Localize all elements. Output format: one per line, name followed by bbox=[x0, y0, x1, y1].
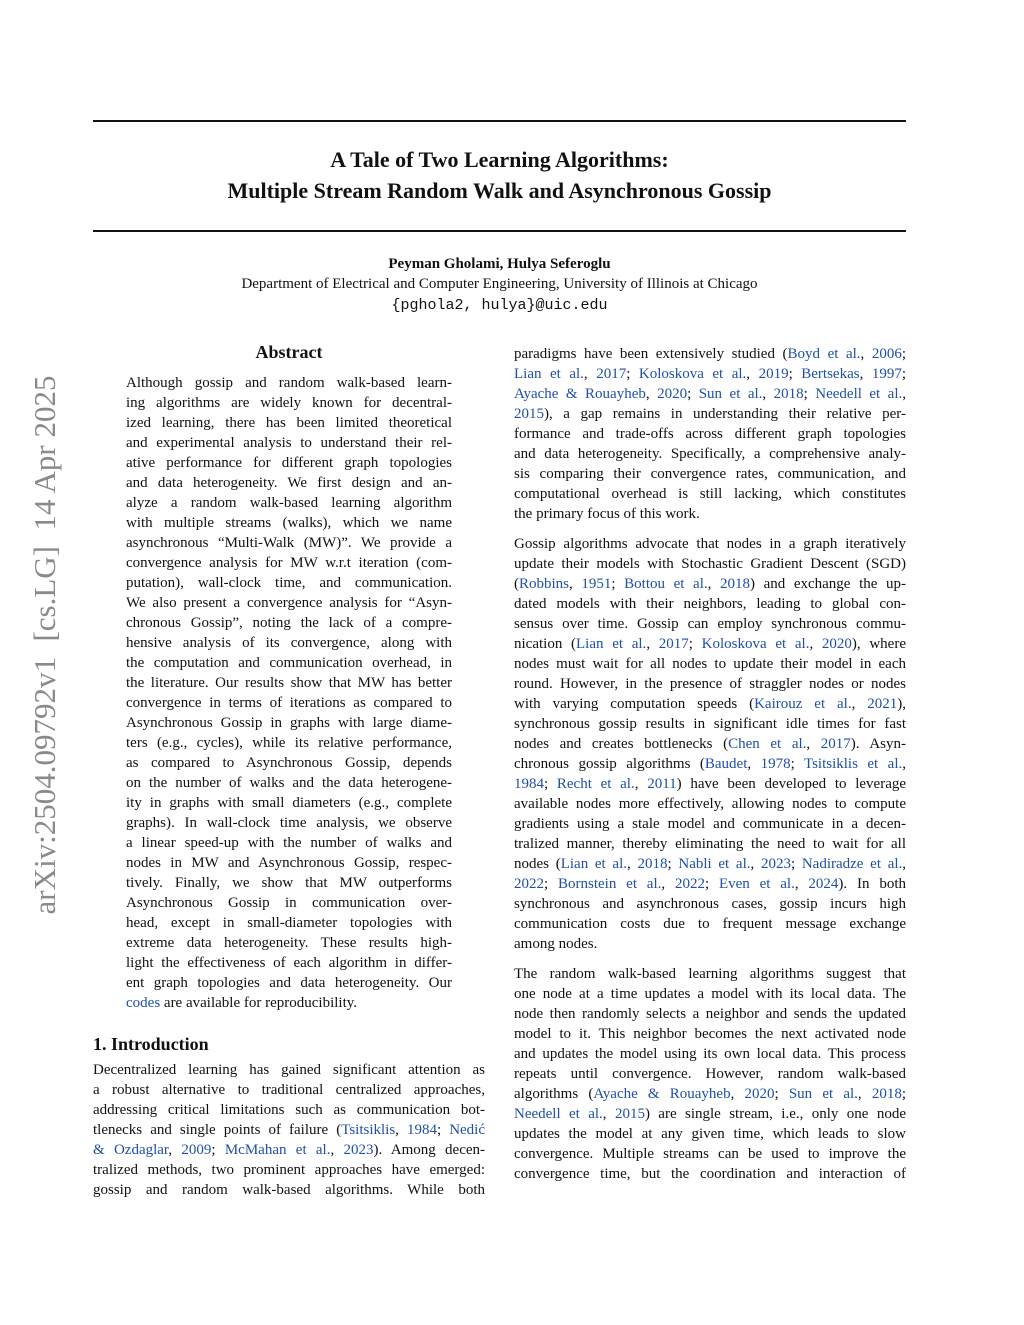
text-line bbox=[126, 813, 452, 833]
affiliation: Department of Electrical and Computer Engineering, University of Illinois at Chicago bbox=[241, 276, 758, 292]
text-line bbox=[126, 593, 452, 613]
text: , bbox=[707, 576, 720, 592]
text: head, except in small-diameter topologies with bbox=[126, 915, 452, 931]
citation-link[interactable]: 1978 bbox=[760, 756, 791, 772]
text: The random walk-based learning algorithms suggest that bbox=[514, 966, 906, 982]
paragraph bbox=[126, 373, 452, 1013]
text-line bbox=[93, 1100, 485, 1120]
text-line bbox=[514, 614, 906, 634]
citation-link[interactable]: 1951 bbox=[581, 576, 612, 592]
text: ; bbox=[790, 756, 804, 772]
citation-link[interactable]: 1997 bbox=[871, 366, 902, 382]
text-line bbox=[514, 734, 906, 754]
text: communication costs due to frequent message exchange bbox=[514, 916, 906, 932]
text-line bbox=[514, 774, 906, 794]
text: ; bbox=[803, 386, 816, 402]
citation-link[interactable]: McMahan et al. bbox=[224, 1142, 331, 1158]
text-line bbox=[126, 953, 452, 973]
citation-link[interactable]: 2009 bbox=[181, 1142, 212, 1158]
text: , bbox=[569, 576, 582, 592]
text-line bbox=[93, 1080, 485, 1100]
text: convergence. Multiple streams can be used to improve the bbox=[514, 1146, 906, 1162]
text: ) and exchange the up- bbox=[749, 576, 906, 592]
citation-link[interactable]: Tsitsiklis bbox=[341, 1122, 396, 1138]
text-line bbox=[126, 693, 452, 713]
text-line bbox=[514, 754, 906, 774]
text-line bbox=[126, 393, 452, 413]
text: ; bbox=[688, 636, 702, 652]
text-line bbox=[126, 753, 452, 773]
text-line bbox=[514, 814, 906, 834]
citation-link[interactable]: 2019 bbox=[758, 366, 789, 382]
text-line bbox=[514, 1104, 906, 1124]
text: sis comparing their convergence rates, communication, and bbox=[514, 466, 906, 482]
text-line bbox=[514, 1084, 906, 1104]
text: and data heterogeneity. We first design and an- bbox=[126, 475, 452, 491]
text: , bbox=[859, 366, 872, 382]
text: ters (e.g., cycles), while its relative performance, bbox=[126, 735, 452, 751]
text-line bbox=[514, 404, 906, 424]
text: hensive analysis of its convergence, along with bbox=[126, 635, 452, 651]
introduction-heading: 1. Introduction bbox=[93, 1034, 209, 1054]
text-line bbox=[514, 1144, 906, 1164]
citation-link[interactable]: Kairouz et al. bbox=[754, 696, 852, 712]
text: convergence time, but the coordination and interaction of bbox=[514, 1166, 906, 1182]
text: ; bbox=[790, 856, 802, 872]
text-line bbox=[514, 934, 906, 954]
text: on the number of walks and the data heterogene- bbox=[126, 775, 452, 791]
text: , bbox=[627, 856, 638, 872]
text: sensus over time. Gossip can employ synchronous commu- bbox=[514, 616, 906, 632]
citation-link[interactable]: 2011 bbox=[647, 776, 677, 792]
text: chronous gossip algorithms ( bbox=[514, 756, 705, 772]
citation-link[interactable]: Koloskova et al. bbox=[701, 636, 810, 652]
citation-link[interactable]: 2017 bbox=[658, 636, 689, 652]
text: ) have been developed to leverage bbox=[676, 776, 907, 792]
text: ative performance for different graph topologies bbox=[126, 455, 452, 471]
citation-link[interactable]: 2023 bbox=[343, 1142, 374, 1158]
text: repeats until convergence. However, random walk-based bbox=[514, 1066, 906, 1082]
text-line bbox=[126, 893, 452, 913]
text: and data heterogeneity. Specifically, a comprehensive analy- bbox=[514, 446, 906, 462]
text-line bbox=[514, 594, 906, 614]
paragraph bbox=[514, 534, 906, 954]
text: ; bbox=[626, 366, 639, 382]
text: , bbox=[860, 346, 872, 362]
text: , bbox=[730, 1086, 745, 1102]
citation-link[interactable]: Nedić bbox=[449, 1122, 486, 1138]
text: nodes ( bbox=[514, 856, 561, 872]
citation-link[interactable]: Baudet bbox=[704, 756, 748, 772]
text: graphs). In wall-clock time analysis, we observe bbox=[126, 815, 452, 831]
text: the computation and communication overhead, in bbox=[126, 655, 452, 671]
citation-link[interactable]: Ayache & Rouayheb bbox=[593, 1086, 731, 1102]
text-line bbox=[514, 504, 906, 524]
citation-link[interactable]: Ayache & Rouayheb bbox=[514, 386, 646, 402]
authors: Peyman Gholami, Hulya Seferoglu bbox=[388, 256, 611, 272]
citation-link[interactable]: 2017 bbox=[820, 736, 851, 752]
text: , bbox=[646, 636, 659, 652]
citation-link[interactable]: 2020 bbox=[821, 636, 852, 652]
right-column-body bbox=[514, 344, 906, 1194]
text: gossip and random walk-based algorithms. While both bbox=[93, 1182, 485, 1198]
text: ), a gap remains in understanding their relative per- bbox=[544, 406, 906, 422]
text: , bbox=[645, 386, 658, 402]
text: node then randomly selects a neighbor and sends the updated bbox=[514, 1006, 906, 1022]
text-line bbox=[93, 1140, 485, 1160]
citation-link[interactable]: Boyd et al. bbox=[787, 346, 861, 362]
citation-link[interactable]: Bertsekas bbox=[801, 366, 860, 382]
text: , bbox=[747, 756, 761, 772]
text: , bbox=[809, 636, 822, 652]
citation-link[interactable]: Robbins bbox=[519, 576, 570, 592]
text: , bbox=[762, 386, 774, 402]
text: tively. Finally, we show that MW outperforms bbox=[126, 875, 452, 891]
text-line bbox=[514, 1024, 906, 1044]
citation-link[interactable]: 2020 bbox=[744, 1086, 775, 1102]
citation-link[interactable]: Lian et al. bbox=[514, 366, 584, 382]
text: available nodes more effectively, allowing nodes to compute bbox=[514, 796, 906, 812]
text: ized learning, there has been limited theoretical bbox=[126, 415, 452, 431]
text: with multiple streams (walks), which we name bbox=[126, 515, 452, 531]
bottom-title-rule bbox=[93, 230, 906, 232]
text-line bbox=[514, 794, 906, 814]
citation-link[interactable]: Sun et al. bbox=[788, 1086, 858, 1102]
text: ), bbox=[897, 696, 906, 712]
text: nication ( bbox=[514, 636, 577, 652]
citation-link[interactable]: 2018 bbox=[871, 1086, 902, 1102]
text-line bbox=[126, 513, 452, 533]
text-line bbox=[93, 1120, 485, 1140]
text: tralized methods, two prominent approaches have emerged: bbox=[93, 1162, 485, 1178]
text-line bbox=[126, 713, 452, 733]
text: , bbox=[583, 366, 597, 382]
text-line bbox=[126, 613, 452, 633]
text-line bbox=[514, 464, 906, 484]
text: ). Among decen- bbox=[373, 1142, 485, 1158]
text: convergence in terms of iterations as compared to bbox=[126, 695, 452, 711]
text: ; bbox=[667, 856, 679, 872]
citation-link[interactable]: 1984 bbox=[514, 776, 544, 792]
text: with varying computation speeds ( bbox=[514, 696, 755, 712]
text-line bbox=[514, 694, 906, 714]
text: synchronous and asynchronous cases, gossip incurs high bbox=[514, 896, 906, 912]
text: and updates the model using its own local data. This process bbox=[514, 1046, 906, 1062]
text: and experimental analysis to understand their rel- bbox=[126, 435, 452, 451]
text-line bbox=[514, 484, 906, 504]
citation-link[interactable]: 2018 bbox=[637, 856, 668, 872]
text: formance and trade-offs across different graph topologies bbox=[514, 426, 906, 442]
text: Although gossip and random walk-based learn- bbox=[126, 375, 452, 391]
text-line bbox=[126, 673, 452, 693]
citation-link[interactable]: Bornstein et al. bbox=[558, 876, 662, 892]
text: update their models with Stochastic Gradient Descent (SGD) bbox=[514, 556, 906, 572]
text: dated models with their neighbors, leading to global con- bbox=[514, 596, 906, 612]
citation-link[interactable]: Recht et al. bbox=[556, 776, 635, 792]
text-line bbox=[514, 574, 906, 594]
citation-link[interactable]: codes bbox=[126, 995, 161, 1011]
text: convergence analysis for MW w.r.t iteration (com- bbox=[126, 555, 452, 571]
citation-link[interactable]: 2015 bbox=[614, 1106, 645, 1122]
text-line bbox=[126, 453, 452, 473]
text-line bbox=[514, 634, 906, 654]
citation-link[interactable]: 2022 bbox=[674, 876, 705, 892]
citation-link[interactable]: Koloskova et al. bbox=[638, 366, 747, 382]
text: , bbox=[661, 876, 675, 892]
citation-link[interactable]: 2022 bbox=[514, 876, 544, 892]
text-line bbox=[514, 444, 906, 464]
text: ent graph topologies and data heterogeneity. Our bbox=[126, 975, 452, 991]
text: ; bbox=[704, 876, 719, 892]
text: ; bbox=[788, 366, 802, 382]
text: one node at a time updates a model with its local data. The bbox=[514, 986, 906, 1002]
abstract-heading: Abstract bbox=[255, 342, 323, 362]
text-line bbox=[514, 1064, 906, 1084]
text: , bbox=[634, 776, 648, 792]
text-line bbox=[93, 1180, 485, 1200]
text: ing algorithms are widely known for decentral- bbox=[126, 395, 452, 411]
text-line bbox=[514, 1124, 906, 1144]
citation-link[interactable]: 2015 bbox=[514, 406, 544, 422]
text: Asynchronous Gossip in communication over- bbox=[126, 895, 452, 911]
text: model to it. This neighbor becomes the next activated node bbox=[514, 1026, 906, 1042]
text: ). In both bbox=[838, 876, 906, 892]
text-line bbox=[126, 873, 452, 893]
text: the literature. Our results show that MW has better bbox=[126, 675, 452, 691]
text: putation), wall-clock time, and communication. bbox=[126, 575, 452, 591]
text-line bbox=[514, 1004, 906, 1024]
text-line bbox=[126, 433, 452, 453]
text-line bbox=[126, 553, 452, 573]
text-line bbox=[126, 993, 452, 1013]
citation-link[interactable]: 2021 bbox=[867, 696, 898, 712]
citation-link[interactable]: 2024 bbox=[808, 876, 839, 892]
text: computational overhead is still lacking, which constitutes bbox=[514, 486, 906, 502]
text: ; bbox=[436, 1122, 450, 1138]
text: , bbox=[168, 1142, 182, 1158]
text: , bbox=[746, 366, 759, 382]
citation-link[interactable]: 2023 bbox=[760, 856, 791, 872]
text: a linear speed-up with the number of walks and bbox=[126, 835, 452, 851]
paragraph bbox=[514, 964, 906, 1184]
citation-link[interactable]: 2018 bbox=[773, 386, 804, 402]
text: ; bbox=[774, 1086, 789, 1102]
text: ), where bbox=[851, 636, 906, 652]
text: chronous Gossip”, noting the lack of a compre- bbox=[126, 615, 452, 631]
text: ; bbox=[901, 366, 907, 382]
text-line bbox=[126, 913, 452, 933]
citation-link[interactable]: Tsitsiklis et al. bbox=[803, 756, 903, 772]
text: among nodes. bbox=[514, 936, 598, 952]
citation-link[interactable]: Nabli et al. bbox=[678, 856, 751, 872]
text: updates the model at any given time, which leads to slow bbox=[514, 1126, 906, 1142]
text-line bbox=[514, 1164, 906, 1184]
text: nodes must wait for all nodes to update their model in each bbox=[514, 656, 906, 672]
text: ; bbox=[901, 346, 907, 362]
text: tlenecks and single points of failure ( bbox=[93, 1122, 342, 1138]
text: , bbox=[750, 856, 761, 872]
text: , bbox=[330, 1142, 344, 1158]
citation-link[interactable]: Needell et al. bbox=[514, 1106, 603, 1122]
text-line bbox=[126, 733, 452, 753]
text-line bbox=[514, 984, 906, 1004]
arxiv-stamp: arXiv:2504.09792v1 [cs.LG] 14 Apr 2025 bbox=[27, 375, 62, 915]
text: ; bbox=[544, 776, 557, 792]
text-line bbox=[126, 853, 452, 873]
text: , bbox=[602, 1106, 615, 1122]
text: ). Asyn- bbox=[850, 736, 906, 752]
citation-link[interactable]: Even et al. bbox=[718, 876, 795, 892]
text: Gossip algorithms advocate that nodes in a graph iteratively bbox=[514, 536, 906, 552]
text: , bbox=[794, 876, 809, 892]
text-line bbox=[514, 1044, 906, 1064]
email: {pghola2, hulya}@uic.edu bbox=[391, 297, 608, 314]
citation-link[interactable]: Bottou et al. bbox=[624, 576, 708, 592]
text-line bbox=[126, 573, 452, 593]
text-line bbox=[126, 493, 452, 513]
text: are available for reproducibility. bbox=[160, 995, 358, 1011]
text: nodes and creates bottlenecks ( bbox=[514, 736, 729, 752]
text: ( bbox=[514, 576, 519, 592]
text-line bbox=[514, 344, 906, 364]
text: the primary focus of this work. bbox=[514, 506, 700, 522]
text-line bbox=[514, 964, 906, 984]
text: nodes in MW and Asynchronous Gossip, respec- bbox=[126, 855, 452, 871]
text-line bbox=[514, 654, 906, 674]
text-line bbox=[514, 364, 906, 384]
text: Decentralized learning has gained significant attention as bbox=[93, 1062, 485, 1078]
text-line bbox=[126, 773, 452, 793]
citation-link[interactable]: Lian et al. bbox=[560, 856, 628, 872]
text-line bbox=[514, 714, 906, 734]
text: , bbox=[806, 736, 821, 752]
text-line bbox=[126, 413, 452, 433]
citation-link[interactable]: & Ozdaglar bbox=[93, 1142, 169, 1158]
text: ; bbox=[544, 876, 558, 892]
paragraph bbox=[514, 344, 906, 524]
text: asynchronous “Multi-Walk (MW)”. We provide a bbox=[126, 535, 452, 551]
text: , bbox=[902, 386, 906, 402]
text-line bbox=[514, 854, 906, 874]
text: ; bbox=[211, 1142, 225, 1158]
text: , bbox=[902, 756, 906, 772]
citation-link[interactable]: Needell et al. bbox=[815, 386, 903, 402]
text-line bbox=[126, 633, 452, 653]
text: gradients using a stale model and communicate in a decen- bbox=[514, 816, 906, 832]
text-line bbox=[514, 674, 906, 694]
text: ; bbox=[901, 1086, 907, 1102]
text-line bbox=[126, 473, 452, 493]
citation-link[interactable]: 2018 bbox=[719, 576, 750, 592]
text: a robust alternative to traditional centralized approaches, bbox=[93, 1082, 485, 1098]
text-line bbox=[126, 373, 452, 393]
text: light the effectiveness of each algorithm in differ- bbox=[126, 955, 452, 971]
text-line bbox=[126, 653, 452, 673]
text-line bbox=[126, 793, 452, 813]
text: , bbox=[851, 696, 868, 712]
text: synchronous gossip results in significant idle times for fast bbox=[514, 716, 906, 732]
text-line bbox=[514, 894, 906, 914]
text-line bbox=[126, 533, 452, 553]
text-line bbox=[514, 874, 906, 894]
top-rule bbox=[93, 120, 906, 122]
text: round. However, in the presence of straggler nodes or nodes bbox=[514, 676, 906, 692]
citation-link[interactable]: 2020 bbox=[657, 386, 688, 402]
paper-title-line-1: A Tale of Two Learning Algorithms: bbox=[330, 147, 669, 172]
text-line bbox=[514, 424, 906, 444]
text: extreme data heterogeneity. These results high- bbox=[126, 935, 452, 951]
text: , bbox=[857, 1086, 872, 1102]
text: algorithms ( bbox=[514, 1086, 594, 1102]
citation-link[interactable]: Nadiradze et al. bbox=[801, 856, 903, 872]
text: ; bbox=[687, 386, 699, 402]
text-line bbox=[514, 384, 906, 404]
abstract-body bbox=[126, 373, 452, 1023]
text-line bbox=[514, 554, 906, 574]
introduction-body bbox=[93, 1060, 485, 1210]
text: ity in graphs with small diameters (e.g., complete bbox=[126, 795, 452, 811]
text-line bbox=[93, 1160, 485, 1180]
citation-link[interactable]: 2017 bbox=[596, 366, 627, 382]
text: We also present a convergence analysis for “Asyn- bbox=[126, 595, 452, 611]
text: Asynchronous Gossip in graphs with large diame- bbox=[126, 715, 452, 731]
text: alyze a random walk-based learning algorithm bbox=[126, 495, 452, 511]
paper-title-line-2: Multiple Stream Random Walk and Asynchronous Gossip bbox=[227, 178, 772, 203]
text: as compared to Asynchronous Gossip, depends bbox=[126, 755, 452, 771]
text: , bbox=[902, 856, 907, 872]
citation-link[interactable]: Chen et al. bbox=[728, 736, 807, 752]
citation-link[interactable]: 2006 bbox=[871, 346, 902, 362]
text: addressing critical limitations such as communication bot- bbox=[93, 1102, 485, 1118]
text-line bbox=[126, 973, 452, 993]
citation-link[interactable]: Lian et al. bbox=[576, 636, 647, 652]
text-line bbox=[514, 834, 906, 854]
text-line bbox=[93, 1060, 485, 1080]
text: ) are single stream, i.e., only one node bbox=[644, 1106, 907, 1122]
text: , bbox=[395, 1122, 407, 1138]
text-line bbox=[126, 933, 452, 953]
paragraph bbox=[93, 1060, 485, 1200]
text-line bbox=[514, 914, 906, 934]
citation-link[interactable]: Sun et al. bbox=[698, 386, 763, 402]
citation-link[interactable]: 1984 bbox=[406, 1122, 437, 1138]
text: ; bbox=[611, 576, 625, 592]
text: paradigms have been extensively studied ( bbox=[514, 346, 788, 362]
text-line bbox=[514, 534, 906, 554]
text-line bbox=[126, 833, 452, 853]
text: tralized manner, thereby eliminating the need to wait for all bbox=[514, 836, 906, 852]
